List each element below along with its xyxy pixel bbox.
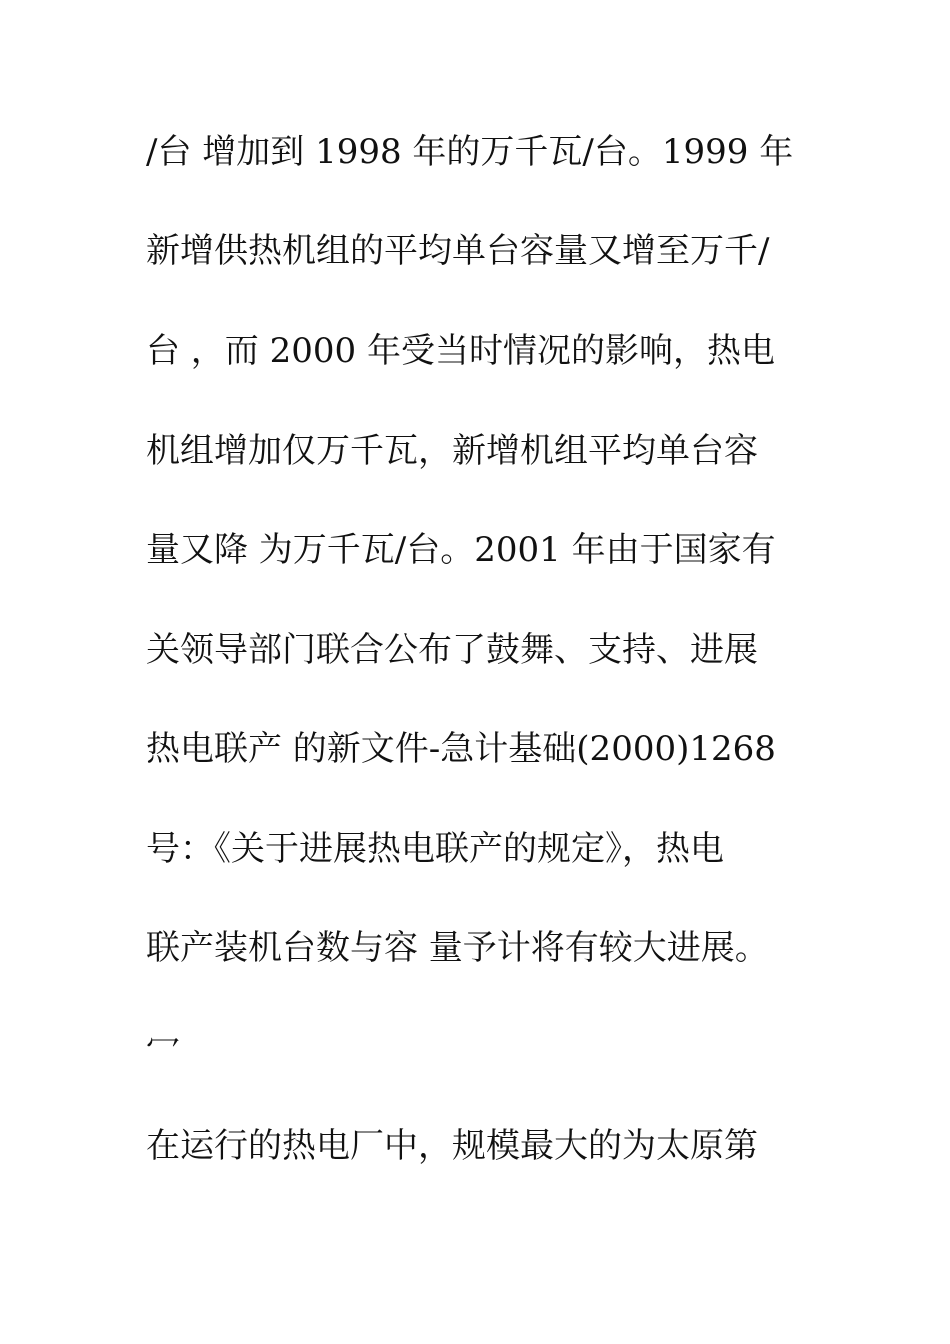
text-line: /台 增加到 1998 年的万千瓦/台。1999 年 — [146, 132, 794, 172]
text-line: 在运行的热电厂中，规模最大的为太原第 — [146, 1126, 758, 1166]
text-line: 机组增加仅万千瓦，新增机组平均单台容 — [146, 431, 758, 471]
text-line: 台 ，而 2000 年受当时情况的影响，热电 — [146, 331, 775, 371]
section-mark: 冖 — [146, 1027, 180, 1067]
text-line: 新增供热机组的平均单台容量又增至万千/ — [146, 231, 770, 271]
text-line: 量又降 为万千瓦/台。2001 年由于国家有 — [146, 530, 776, 570]
text-line: 关领导部门联合公布了鼓舞、支持、进展 — [146, 630, 758, 670]
text-line: 联产装机台数与容 量予计将有较大进展。 — [146, 928, 769, 968]
text-line: 热电联产 的新文件-急计基础(2000)1268 — [146, 729, 776, 769]
text-line: 号：《关于进展热电联产的规定》，热电 — [146, 829, 724, 869]
